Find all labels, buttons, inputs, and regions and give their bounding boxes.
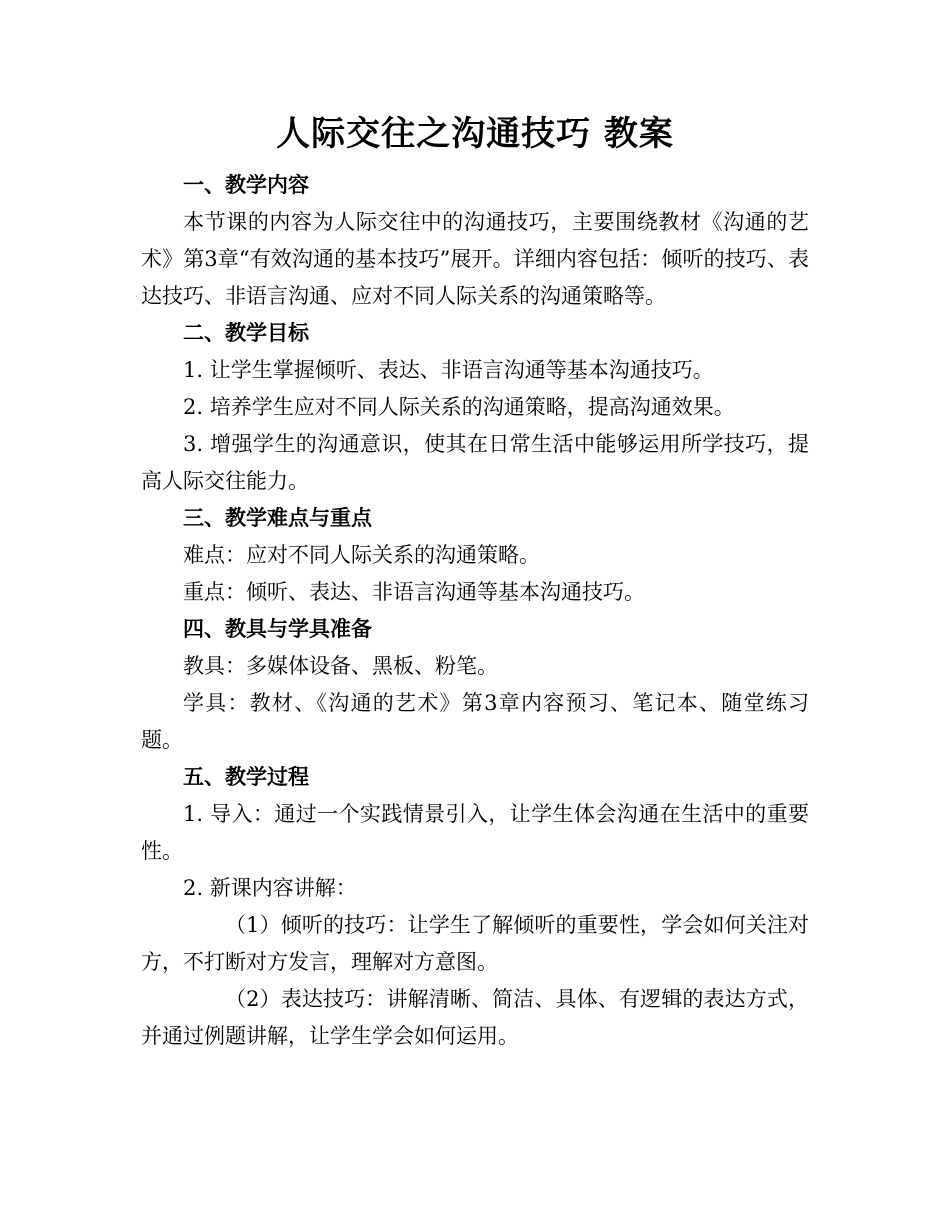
process-substep-1: （1）倾听的技巧：让学生了解倾听的重要性，学会如何关注对方，不打断对方发言，理解对方意图。 [141,913,809,974]
document-body [141,167,809,1055]
document-title: 人际交往之沟通技巧 教案 [276,114,674,154]
teaching-tools-paragraph: 教具：多媒体设备、黑板、粉笔。 [183,654,498,678]
process-substep-2: （2）表达技巧：讲解清晰、简洁、具体、有逻辑的表达方式，并通过例题讲解，让学生学会如何运用。 [141,987,809,1048]
learning-tools-paragraph: 学具：教材、《沟通的艺术》第3章内容预习、笔记本、随堂练习题。 [141,691,809,752]
objective-item-1: 1. 让学生掌握倾听、表达、非语言沟通等基本沟通技巧。 [183,358,714,382]
paragraph-content-description: 本节课的内容为人际交往中的沟通技巧，主要围绕教材《沟通的艺术》第3章“有效沟通的基本技巧”展开。详细内容包括：倾听的技巧、表达技巧、非语言沟通、应对不同人际关系的沟通策略等。 [141,210,809,308]
objective-item-2: 2. 培养学生应对不同人际关系的沟通策略，提高沟通效果。 [183,395,735,419]
section-heading-materials: 四、教具与学具准备 [183,617,372,641]
section-heading-objectives: 二、教学目标 [183,321,309,345]
section-heading-process: 五、教学过程 [183,765,309,789]
process-step-1: 1. 导入：通过一个实践情景引入，让学生体会沟通在生活中的重要性。 [141,802,809,863]
focus-paragraph: 重点：倾听、表达、非语言沟通等基本沟通技巧。 [183,580,645,604]
objective-item-3: 3. 增强学生的沟通意识，使其在日常生活中能够运用所学技巧，提高人际交往能力。 [141,432,809,493]
process-step-2: 2. 新课内容讲解： [183,876,357,900]
difficulty-paragraph: 难点：应对不同人际关系的沟通策略。 [183,543,540,567]
section-heading-content: 一、教学内容 [183,173,309,197]
section-heading-key-points: 三、教学难点与重点 [183,506,372,530]
